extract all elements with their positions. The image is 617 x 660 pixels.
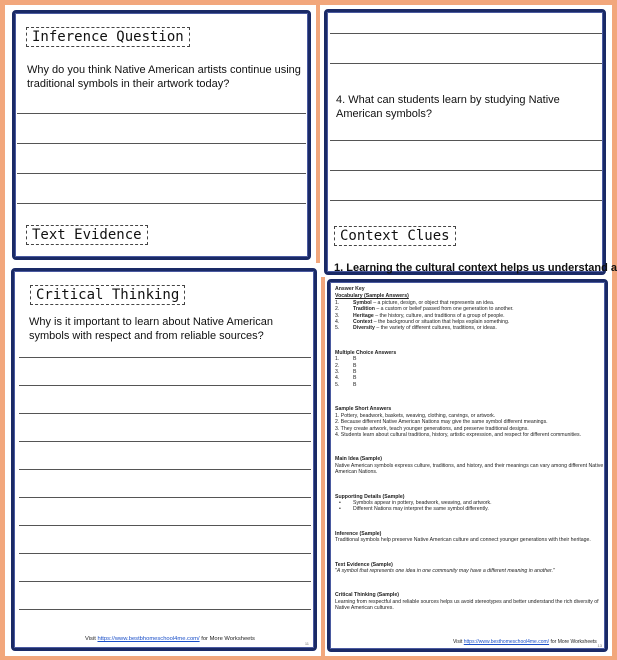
question-4-text: 4. What can students learn by studying Native American symbols? [336, 94, 560, 120]
writing-line [330, 140, 602, 141]
answer-key-title: Answer Key [335, 286, 365, 292]
vocab-number: 2. [335, 306, 340, 313]
vocab-heading: Vocabulary (Sample Answers) [335, 293, 409, 300]
writing-line [19, 441, 311, 442]
text-evidence-label: Text Evidence [26, 225, 148, 245]
evidence-text: "A symbol that represents one idea in one community may have a different meaning in another." [335, 567, 555, 574]
vocab-term: Tradition [353, 306, 375, 313]
critical-heading: Critical Thinking (Sample) [335, 592, 399, 599]
supporting-text: Different Nations may interpret the same symbol differently. [353, 506, 489, 513]
page-number: 11 [304, 641, 309, 646]
short-heading: Sample Short Answers [335, 406, 392, 413]
website-link[interactable]: https://www.bestbhomeschool4me.com/ [97, 636, 200, 642]
context-clues-label: Context Clues [334, 226, 456, 246]
critical-text: Learning from respectful and reliable sources helps us avoid stereotypes and better understand the rich diversity of Native American cultures. [335, 598, 599, 612]
writing-line [19, 497, 311, 498]
writing-line [19, 385, 311, 386]
inference-text: Traditional symbols help preserve Native American culture and connect younger generations with their heritage. [335, 537, 591, 544]
writing-line [17, 143, 306, 144]
bullet-icon: • [339, 506, 341, 513]
website-link[interactable]: https://www.besthomeschool4me.com/ [463, 639, 550, 645]
mc-number: 2. [335, 362, 340, 369]
mc-answer: B [353, 356, 357, 363]
mc-heading: Multiple Choice Answers [335, 349, 397, 356]
vocab-term: Symbol [353, 299, 372, 306]
worksheet-footer: Visit https://www.bestbhomeschool4me.com/ for More Worksheets [85, 636, 255, 642]
writing-line [19, 413, 311, 414]
short-list [335, 413, 605, 439]
mc-answer: B [353, 375, 357, 382]
critical-thinking-label: Critical Thinking [30, 285, 185, 305]
mc-answer: B [353, 362, 357, 369]
writing-line [330, 170, 602, 171]
writing-line [330, 63, 602, 64]
vocab-number: 5. [335, 325, 340, 332]
worksheet-panel-context [320, 5, 617, 277]
supporting-list [335, 500, 605, 513]
vocab-body [353, 325, 497, 331]
answer-key-panel [325, 277, 612, 656]
vocab-definition: – a custom or belief passed from one generation to another. [374, 306, 514, 313]
evidence-heading: Text Evidence (Sample) [335, 561, 393, 568]
writing-line [17, 173, 306, 174]
supporting-heading: Supporting Details (Sample) [335, 493, 405, 500]
writing-line [19, 469, 311, 470]
page-number: 13 [597, 643, 602, 648]
short-answer: 4. Students learn about cultural traditions, history, artistic expression, and respect for different communities. [335, 431, 582, 438]
critical-thinking-question: Why is it important to learn about Native American symbols with respect and from reliable sources? [29, 316, 273, 342]
context-clue-statement: 1. Learning the cultural context helps us understand a [334, 262, 617, 274]
writing-line [19, 609, 311, 610]
vocab-term: Heritage [353, 312, 374, 319]
mc-number: 5. [335, 381, 340, 388]
writing-line [17, 203, 306, 204]
mc-number: 3. [335, 369, 340, 376]
inference-question-label: Inference Question [26, 27, 190, 47]
short-answer: 2. Because different Native American Nations may give the same symbol different meanings. [335, 419, 548, 426]
main-idea-heading: Main Idea (Sample) [335, 456, 382, 463]
writing-line [330, 33, 602, 34]
short-answer: 1. Pottery, beadwork, baskets, weaving, clothing, carvings, or artwork. [335, 412, 496, 419]
vocab-term: Context [353, 319, 373, 326]
writing-line [19, 357, 311, 358]
inference-heading: Inference (Sample) [335, 530, 382, 537]
mc-number: 1. [335, 356, 340, 363]
worksheet-panel-inference [5, 5, 316, 263]
vocab-number: 1. [335, 299, 340, 306]
worksheet-panel-critical [5, 263, 321, 656]
bullet-icon: • [339, 499, 341, 506]
writing-line [330, 200, 602, 201]
answer-key-footer: Visit https://www.besthomeschool4me.com/ for More Worksheets [453, 639, 597, 645]
vocab-definition: – the history, culture, and traditions of a group of people. [373, 312, 505, 319]
main-idea-text: Native American symbols express culture, traditions, and history, and their meanings can vary among different Native American Nations. [335, 462, 604, 476]
writing-line [17, 113, 306, 114]
writing-line [19, 525, 311, 526]
mc-list [335, 356, 605, 388]
supporting-text: Symbols appear in pottery, beadwork, weaving, and artwork. [353, 499, 492, 506]
vocab-definition: – a picture, design, or object that represents an idea. [371, 299, 495, 306]
vocab-definition: – the variety of different cultures, traditions, or ideas. [374, 325, 497, 332]
answer-key-content [335, 285, 605, 612]
mc-answer: B [353, 369, 357, 376]
vocab-number: 3. [335, 312, 340, 319]
vocab-term: Diversity [353, 325, 375, 332]
mc-number: 4. [335, 375, 340, 382]
writing-line [19, 581, 311, 582]
wavy-border [12, 10, 311, 260]
vocab-definition: – the background or situation that helps explain something. [372, 319, 510, 326]
writing-line [19, 553, 311, 554]
short-answer: 3. They create artwork, teach younger generations, and preserve traditional designs. [335, 425, 529, 432]
mc-answer: B [353, 381, 357, 388]
vocab-number: 4. [335, 319, 340, 326]
vocab-list [335, 300, 605, 332]
inference-question-text: Why do you think Native American artists continue using traditional symbols in their artwork today? [27, 64, 301, 90]
